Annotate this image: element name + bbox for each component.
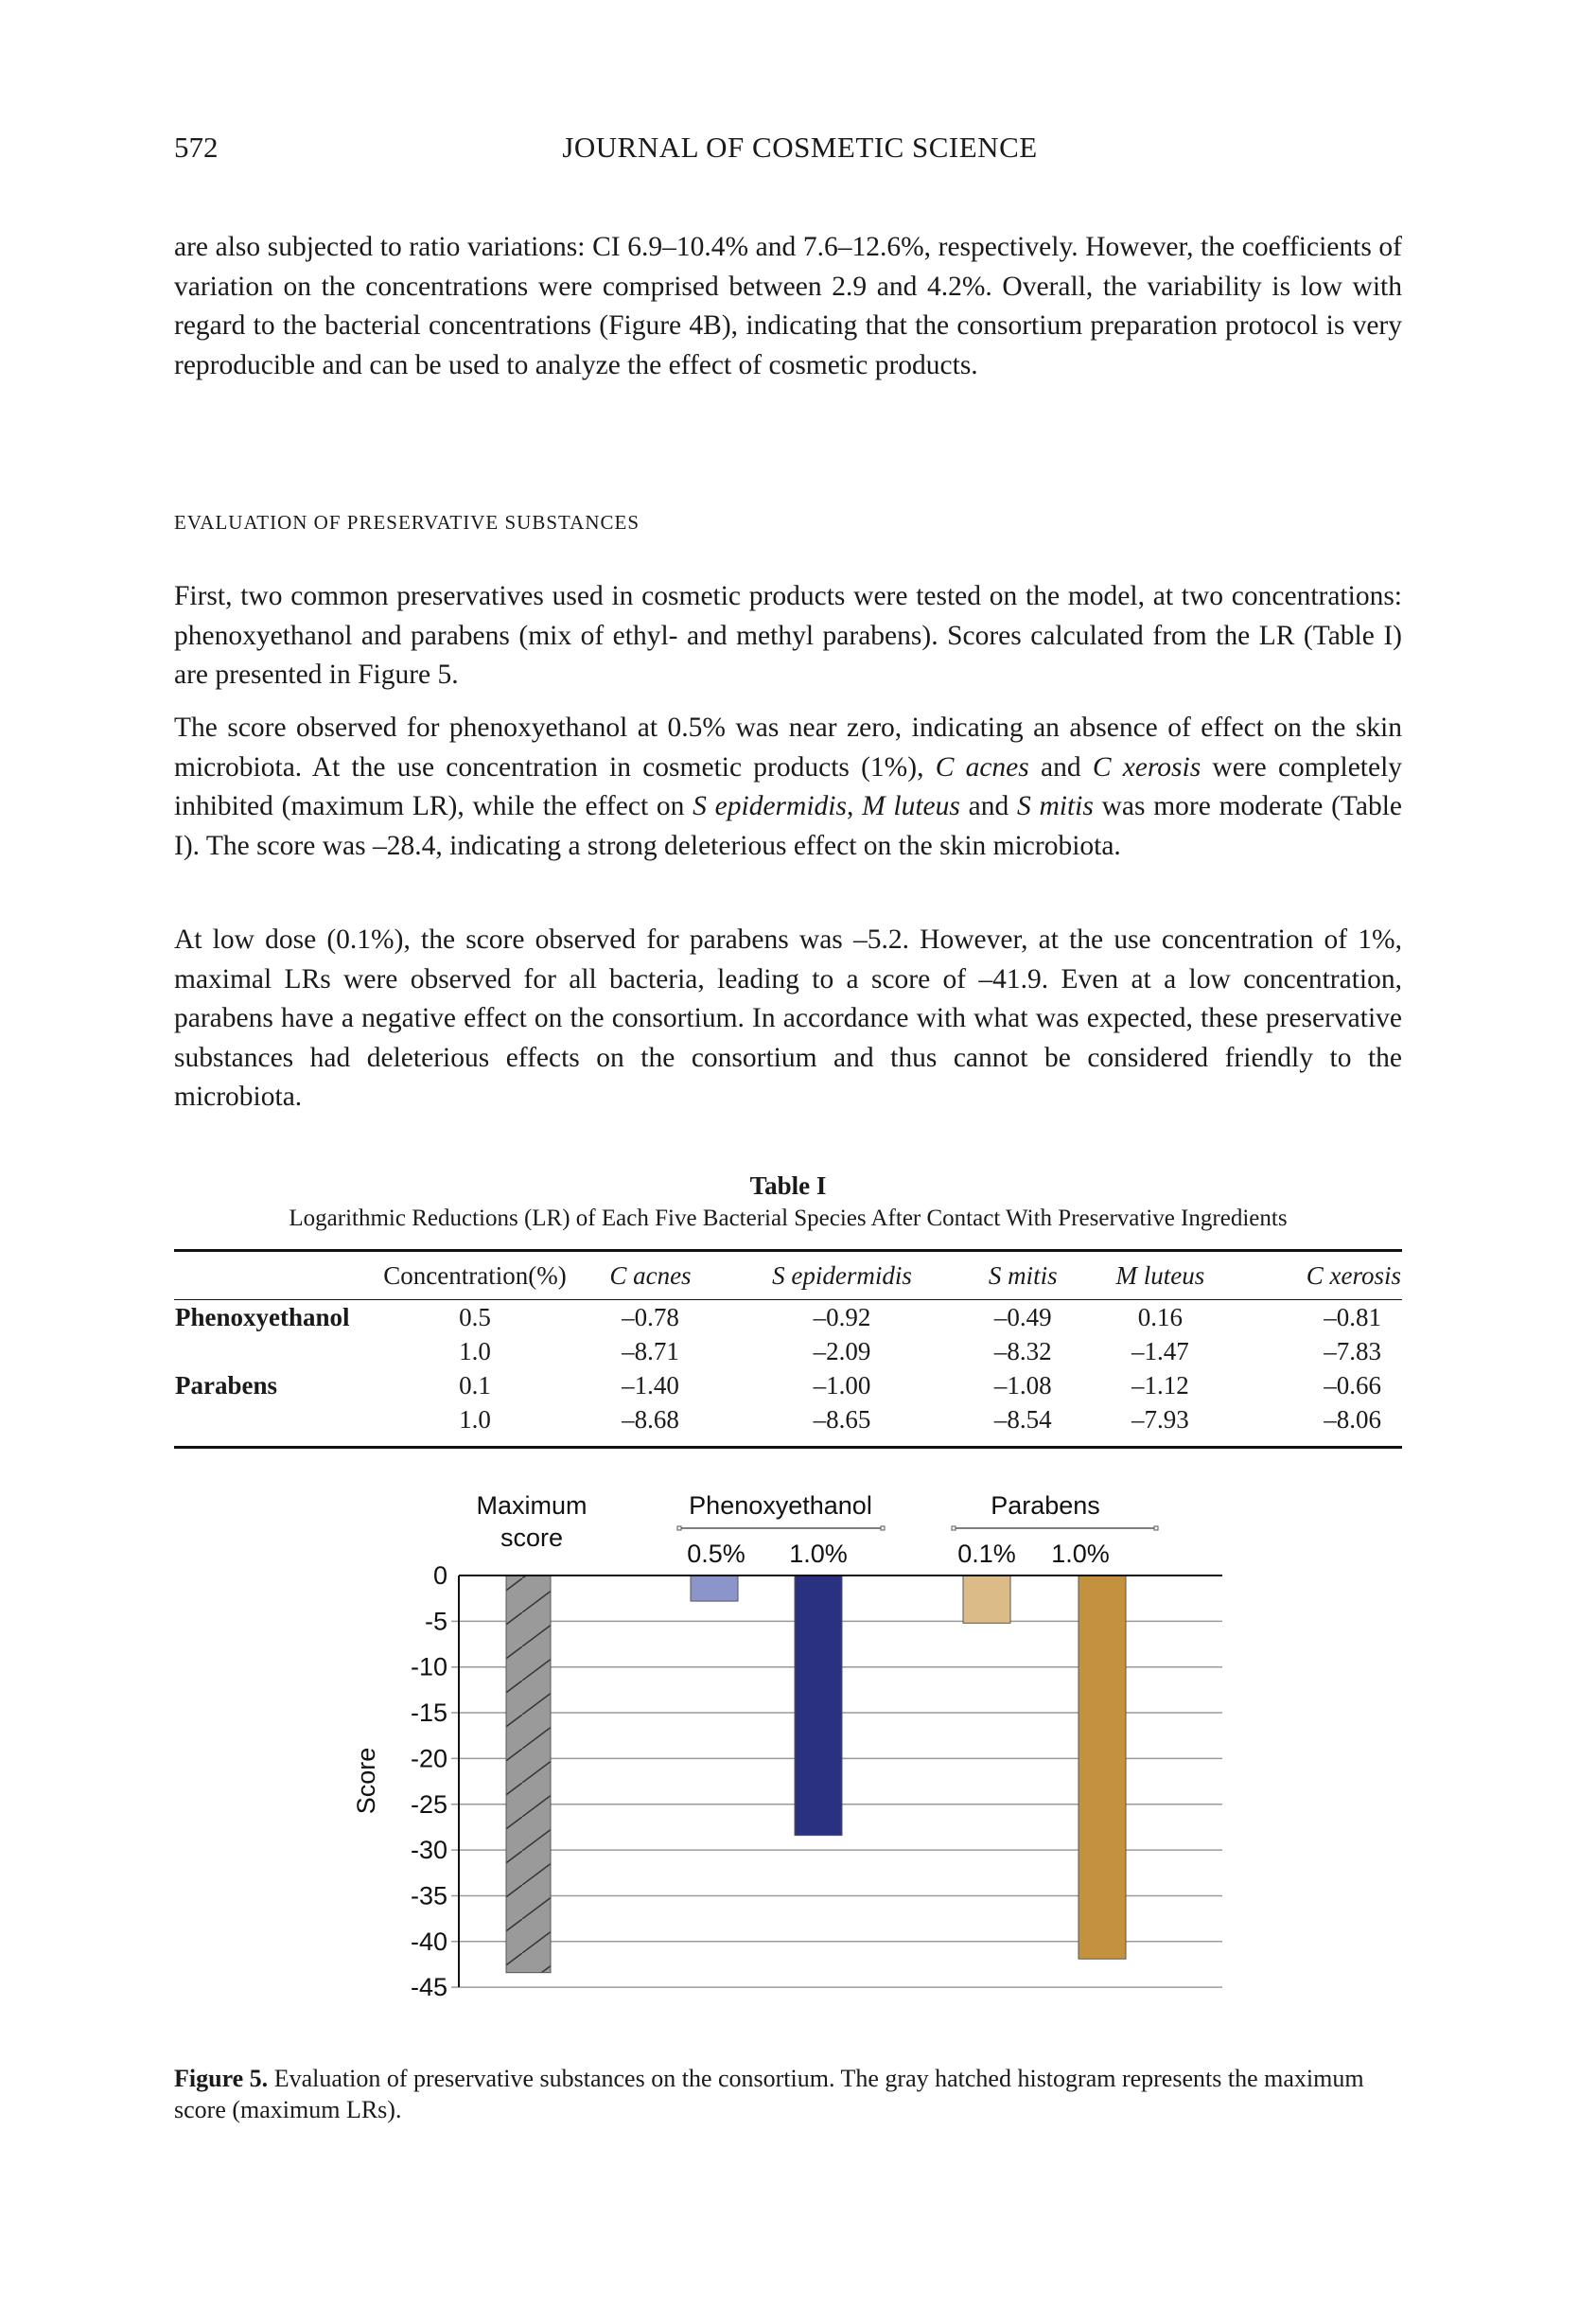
svg-text:-10: -10 (410, 1652, 447, 1681)
bar-parabens-1-0- (1079, 1575, 1126, 1959)
group-label-parabens: Parabens (991, 1491, 1100, 1520)
svg-text:-15: -15 (410, 1699, 447, 1728)
table-1 (174, 1171, 1402, 1449)
table-row: 1.0 –8.68 –8.65 –8.54 –7.93 –8.06 (459, 1404, 1381, 1434)
svg-text:-25: -25 (410, 1789, 447, 1819)
table-title: Table I (749, 1171, 827, 1200)
svg-text:0.1%: 0.1% (957, 1540, 1016, 1568)
bar-parabens-0-1- (963, 1575, 1010, 1623)
journal-title: JOURNAL OF COSMETIC SCIENCE (562, 131, 1038, 164)
figure-5-chart (341, 1476, 1249, 2025)
bar-chart (341, 1476, 1249, 2025)
bar-phenoxyethanol-0-5- (691, 1575, 738, 1601)
paragraph-4: At low dose (0.1%), the score observed for parabens was –5.2. However, at the use concentration of 1%, maximal LRs were observed for all bacteria, leading to a score of –41.9. Even at a low concentration, parabens have a negative effect on the consortium. In accordance with what was expected, these preservative substances had deleterious effects on the consortium and thus cannot be considered friendly to the microbiota. (174, 924, 1402, 1112)
figure-caption: Figure 5. Evaluation of preservative substances on the consortium. The gray hatched histogram represents the maximum score (maximum LRs). (174, 2065, 1364, 2123)
svg-text:-45: -45 (410, 1973, 447, 2002)
group-label-phenoxyethanol: Phenoxyethanol (689, 1491, 872, 1520)
svg-text:0.5%: 0.5% (687, 1540, 745, 1568)
svg-text:1.0%: 1.0% (1051, 1540, 1110, 1568)
group-label-maximum: Maximum (476, 1491, 588, 1520)
table-row: Phenoxyethanol 0.5 –0.78 –0.92 –0.49 0.16 –0.81 (175, 1302, 1381, 1331)
bar-phenoxyethanol-1-0- (795, 1575, 842, 1836)
lr-table: Concentration(%) C acnes S epidermidis S mitis M luteus C xerosis Phenoxyethanol 0.5 –0.78 –0.92 –0.49 0.16 –0.81 1.0 –8.71 –2.09 –8.32 –1.47 –7.83 Parabens 0.1 –1.40 –1.00 –1.08 –1.12 –0.66 1.0 –8.68 –8.65 –8.54 –7.93 –8.06 (174, 1252, 1402, 1436)
svg-text:-30: -30 (410, 1836, 447, 1865)
svg-text:-20: -20 (410, 1744, 447, 1773)
page-number: 572 (174, 131, 219, 164)
table-caption: Logarithmic Reductions (LR) of Each Five Bacterial Species After Contact With Preservative Ingredients (289, 1206, 1288, 1231)
svg-text:-35: -35 (410, 1881, 447, 1910)
svg-text:-40: -40 (410, 1927, 447, 1956)
page-header (174, 131, 1426, 168)
table-row: 1.0 –8.71 –2.09 –8.32 –1.47 –7.83 (459, 1336, 1381, 1365)
paragraph-3: The score observed for phenoxyethanol at 0.5% was near zero, indicating an absence of effect on the skin microbiota. At the use concentration in cosmetic products (1%), C acnes and C xerosis were completely inhibited (maximum LR), while the effect on S epidermidis, M luteus and S mitis was more moderate (Table I). The score was –28.4, indicating a strong deleterious effect on the skin microbiota. (174, 713, 1403, 861)
paragraph-1: are also subjected to ratio variations: CI 6.9–10.4% and 7.6–12.6%, respectively. However, the coefficients of variation on the concentrations were comprised between 2.9 and 4.2%. Overall, the variability is low with regard to the bacterial concentrations (Figure 4B), indicating that the consortium preparation protocol is very reproducible and can be used to analyze the effect of cosmetic products. (174, 232, 1402, 380)
bar-maximum-score (506, 1575, 551, 1973)
svg-text:-5: -5 (424, 1607, 447, 1636)
table-row: Parabens 0.1 –1.40 –1.00 –1.08 –1.12 –0.66 (175, 1370, 1381, 1399)
group-label-maximum-2: score (500, 1523, 564, 1552)
y-axis-label: Score (352, 1747, 380, 1815)
paragraph-2: First, two common preservatives used in cosmetic products were tested on the model, at two concentrations: phenoxyethanol and parabens (mix of ethyl- and methyl parabens). Scores calculated from the LR (Table I) are presented in Figure 5. (174, 581, 1402, 690)
svg-text:1.0%: 1.0% (789, 1540, 848, 1568)
section-heading: EVALUATION OF PRESERVATIVE SUBSTANCES (174, 511, 640, 534)
svg-text:0: 0 (432, 1561, 447, 1590)
